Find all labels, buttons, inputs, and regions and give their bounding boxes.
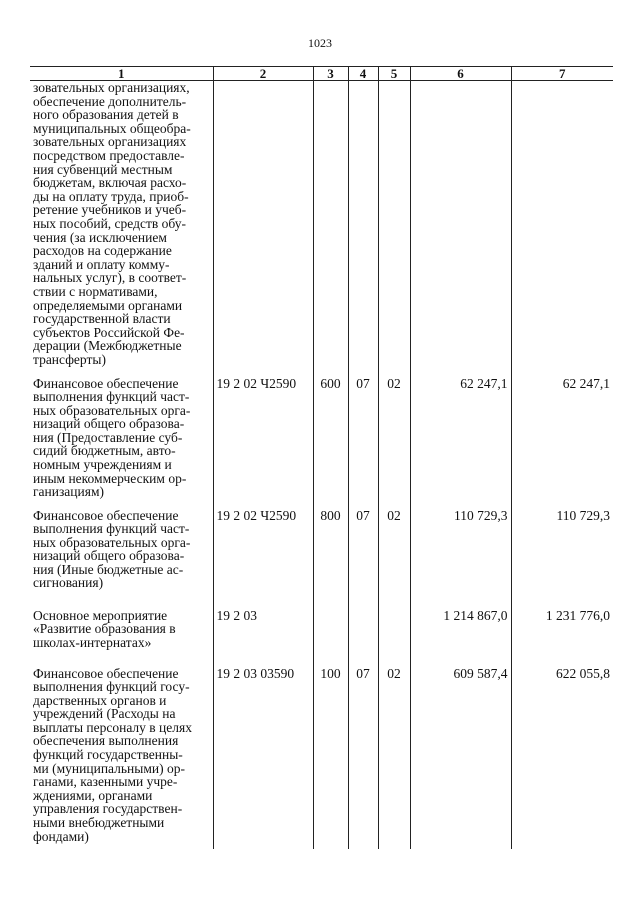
row-section xyxy=(348,609,378,667)
row-section: 07 xyxy=(348,667,378,849)
row-type xyxy=(313,81,348,377)
row-name: Финансовое обеспечение выполнения функций госу- дарственных органов и учреждений (Расходы на выплаты персоналу в целях обеспечения выполнения функций государственны- ми (муниципальными) ор- ганами, казенными учре- ждениями, органами управления государствен- ными внебюджетными фондами) xyxy=(30,667,213,849)
row-name: Финансовое обеспечение выполнения функций част- ных образовательных орга- низаций общего образова- ния (Иные бюджетные ас- сигнования) xyxy=(30,509,213,609)
row-subsection: 02 xyxy=(378,667,410,849)
row-name: Основное мероприятие «Развитие образования в школах-интернатах» xyxy=(30,609,213,667)
row-amount-1: 110 729,3 xyxy=(410,509,511,609)
row-code: 19 2 03 xyxy=(213,609,313,667)
table-row xyxy=(30,377,613,509)
row-amount-1: 1 214 867,0 xyxy=(410,609,511,667)
row-subsection: 02 xyxy=(378,509,410,609)
row-subsection: 02 xyxy=(378,377,410,509)
row-subsection xyxy=(378,81,410,377)
table-header-row xyxy=(30,67,613,81)
row-section xyxy=(348,81,378,377)
budget-table xyxy=(30,66,613,849)
row-name: зовательных организациях, обеспечение дополнитель- ного образования детей в муниципальных общеобра- зовательных организациях посредством предоставле- ния субвенций местным бюджетам, включая расхо- ды на оплату труда, приоб- ретение учебников и учеб- ных пособий, средств обу- чения (за исключением расходов на содержание зданий и оплату комму- нальных услуг), в соответ- ствии с нормативами, определяемыми органами государственной власти субъектов Российской Фе- дерации (Межбюджетные трансферты) xyxy=(30,81,213,377)
row-amount-2: 110 729,3 xyxy=(511,509,613,609)
row-amount-1: 609 587,4 xyxy=(410,667,511,849)
row-section: 07 xyxy=(348,509,378,609)
row-amount-2: 62 247,1 xyxy=(511,377,613,509)
page-number: 1023 xyxy=(308,36,332,50)
column-header: 1 xyxy=(30,67,213,81)
column-header: 3 xyxy=(313,67,348,81)
column-header: 2 xyxy=(213,67,313,81)
column-header: 6 xyxy=(410,67,511,81)
table-row xyxy=(30,609,613,667)
table-row xyxy=(30,509,613,609)
column-header: 5 xyxy=(378,67,410,81)
column-header: 4 xyxy=(348,67,378,81)
row-type: 100 xyxy=(313,667,348,849)
row-amount-1: 62 247,1 xyxy=(410,377,511,509)
row-code xyxy=(213,81,313,377)
row-type xyxy=(313,609,348,667)
column-header: 7 xyxy=(511,67,613,81)
row-code: 19 2 03 03590 xyxy=(213,667,313,849)
row-type: 800 xyxy=(313,509,348,609)
row-name: Финансовое обеспечение выполнения функций част- ных образовательных орга- низаций общего образова- ния (Предоставление суб- сидий бюджетным, авто- номным учреждениям и иным некоммерческим ор- ганизациям) xyxy=(30,377,213,509)
row-amount-2: 1 231 776,0 xyxy=(511,609,613,667)
row-section: 07 xyxy=(348,377,378,509)
row-amount-1 xyxy=(410,81,511,377)
table-row xyxy=(30,667,613,849)
row-subsection xyxy=(378,609,410,667)
row-amount-2: 622 055,8 xyxy=(511,667,613,849)
row-code: 19 2 02 Ч2590 xyxy=(213,509,313,609)
table-row xyxy=(30,81,613,377)
row-code: 19 2 02 Ч2590 xyxy=(213,377,313,509)
row-amount-2 xyxy=(511,81,613,377)
row-type: 600 xyxy=(313,377,348,509)
